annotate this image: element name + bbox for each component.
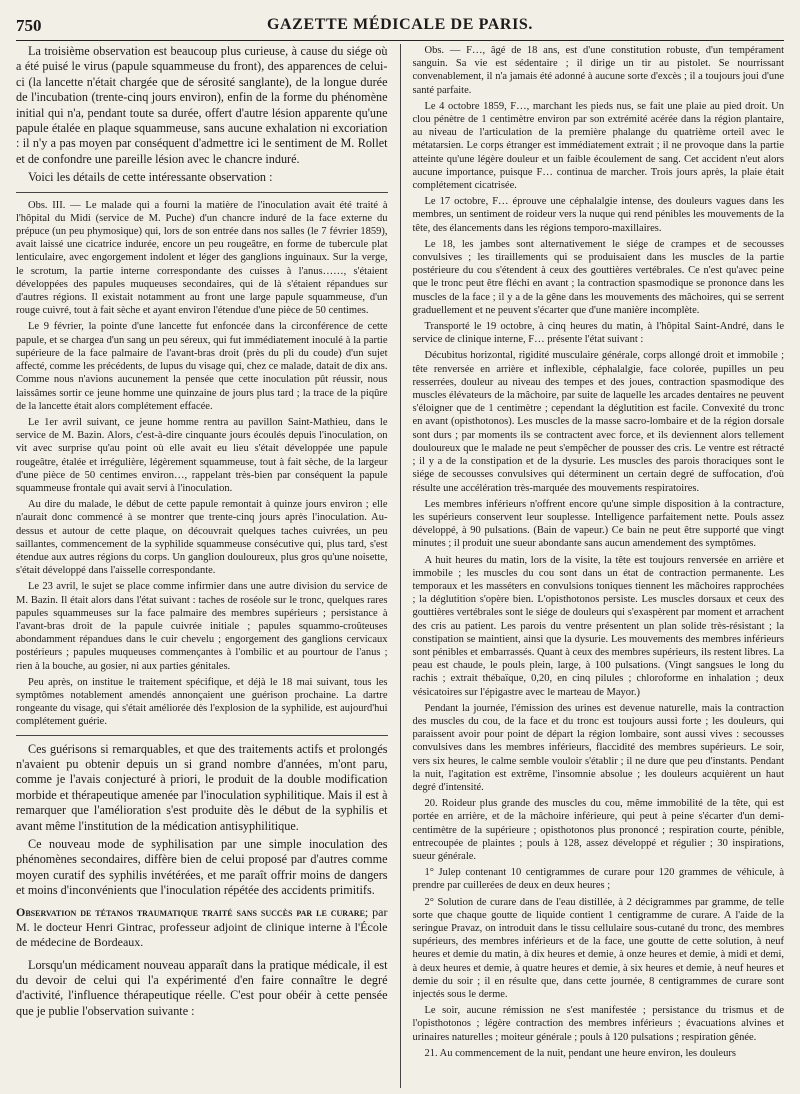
- paragraph: Le 17 octobre, F… éprouve une céphalalgie intense, des douleurs vagues dans les membres, un sentiment de roideur vers la nuque qui rend pénibles les mouvements de la tête, des élancements dans les régions temporo-maxillaires.: [412, 196, 784, 234]
- column-rule: [400, 44, 401, 1088]
- page-number: 750: [16, 16, 42, 35]
- paragraph: Décubitus horizontal, rigidité musculaire générale, corps allongé droit et immobile ; tête renversée en arrière et inflexible, céphalalgie, face colorée, pupilles un peu resserrées, douleur au niveau des tempes et des joues, contraction spasmodique des muscles élévateurs de la mâchoire, par suite de laquelle les arcades dentaires ne peuvent s'éloigner que de 1 centimètre ; cependant la déglutition est facile. Convexité du tronc en avant (opisthotonos). Les muscles de la masse sacro-lombaire et de la région dorsale sont durs ; par moments ils se contractent avec force, et ils deviennent alors tellement douloureux que le malade ne peut s'empêcher de pousser des cris. Le ventre est rétracté ; il y a de la constipation et de la dysurie. Les muscles des parois thoraciques sont le siége de secousses convulsives qui déterminent un certain degré de suffocation, d'où résulte une accélération très-marquée des mouvements respiratoires.: [412, 350, 784, 494]
- paragraph: Le 1er avril suivant, ce jeune homme rentra au pavillon Saint-Mathieu, dans le service de M. Bazin. Alors, c'est-à-dire cinquante jours écoulés depuis l'inoculation, on vit avec surprise qu'au point où elle avait eu lieu s'était développée une papule rougeâtre, étalée et irrégulière, légèrement squammeuse, tout à fait sèche, de la largeur d'une pièce de 50 centimes environ…, rappelant très-bien par conséquent la papule squammeuse frontale qui avait servi à l'inoculation.: [16, 416, 388, 494]
- right-column: [413, 44, 785, 1088]
- paragraph: Le 18, les jambes sont alternativement le siége de crampes et de secousses convulsives ; les tiraillements qui se produisaient dans les muscles de la partie postérieure du cou s'étendent à ceux des gouttières vertébrales. Ce n'est qu'avec peine que le tronc peut être fléchi en avant ; la contraction spasmodique se prononce dans les muscles de la face ; il y a de la gêne dans les mouvements des mâchoires, qui se serrent graduellement et ne peuvent s'écarter que d'une manière incomplète.: [412, 238, 784, 316]
- article-title: [16, 905, 388, 950]
- paragraph: Le 9 février, la pointe d'une lancette fut enfoncée dans la circonférence de cette papule, et se chargea d'un sang un peu séreux, qui fut immédiatement inoculé à la partie supérieure de la face palmaire de l'avant-bras droit (près du pli du coude) d'un sujet affecté, comme les précédents, de lupus du visage qui, chez ce malade, datait de dix ans. Comme nous n'avions aucunement la pensée que cette inoculation pût réussir, nous laissâmes sortir ce jeune homme une quinzaine de jours plus tard ; la trace de la piqûre de la lancette était alors complétement effacée.: [16, 321, 388, 412]
- paragraph: A huit heures du matin, lors de la visite, la tête est toujours renversée en arrière et immobile ; les muscles du cou sont dans un état de contraction permanente. Les temporaux et les masséters en convulsions toniques tiennent les mâchoires rapprochées ; la déglutition s'opère bien. L'opisthotonos persiste. Les muscles dorsaux et ceux des gouttières vertébrales sont le siége de douleurs qui s'exaspèrent par moment et arrachent des cris au patient. Les parois du ventre présentent un plan solide très-résistant ; la constipation se maintient, ainsi que la dysurie. Les mouvements des membres inférieurs sont pénibles et embarrassés. Quant à ceux des membres supérieurs, ils restent libres. La peau est chaude, le pouls plein, large, à 100 pulsations. (Vingt sangsues le long du rachis ; extrait thébaïque, 0,20, en cinq pilules ; chloroforme en inhalation ; deux vésicatoires sur l'épigastre avec le marteau de Mayor.): [412, 554, 784, 698]
- paragraph: Obs. III. — Le malade qui a fourni la matière de l'inoculation avait été traité à l'hôpital du Midi (service de M. Puche) d'un chancre induré de la face externe du prépuce (un peu phymosique) qui, lors de son entrée dans nos salles (le 7 février 1859), avait laissé une cicatrice indurée, encore un peu rougeâtre, en forme de tubercule plat lenticulaire, avec engorgement indolent et léger des ganglions inguinaux. Sur la verge, le scrotum, la partie interne correspondante des cuisses à l'anus……, s'étaient développées des papules muqueuses secondaires, qui de là s'étaient répandues sur d'autres régions. Il existait notamment au front une large papule squammeuse, d'un rouge cuivré, tout à fait sèche et ayant environ l'étendue d'une pièce de 50 centimes.: [16, 199, 388, 317]
- paragraph: Le 4 octobre 1859, F…, marchant les pieds nus, se fait une plaie au pied droit. Un clou pénètre de 1 centimètre environ par son extrémité acérée dans la région plantaire, au niveau de l'articulation de la première phalange du quatrième orteil avec le métatarsien. Le corps étranger est immédiatement extrait ; il ne provoque dans la partie atteinte qu'une légère douleur et un faible écoulement de sang. Cet accident n'eut alors aucune importance, puisque F… continua de marcher. Trois jours après, la plaie était complétement cicatrisée.: [412, 100, 784, 192]
- paragraph: Ce nouveau mode de syphilisation par une simple inoculation des phénomènes secondaires, diffère bien de celui proposé par d'autres comme moyen curatif des syphilis invétérées, et me paraît offrir moins de dangers et moins d'inconvénients que l'inoculation répétée des accidents primitifs.: [16, 837, 388, 898]
- paragraph: Obs. — F…, âgé de 18 ans, est d'une constitution robuste, d'un tempérament sanguin. Sa vie est sédentaire ; il dirige un tir au pistolet. Se nourrissant convenablement, il n'a jamais été adonné à aucune sorte d'excès ; il a toujours joui d'une santé parfaite.: [412, 45, 784, 96]
- divider: [16, 192, 388, 193]
- paragraph: Lorsqu'un médicament nouveau apparaît dans la pratique médicale, il est du devoir de celui qui l'a expérimenté d'en faire connaître le degré d'activité, l'influence thérapeutique réelle. C'est pour obéir à cette pensée que je publie l'observation suivante :: [16, 957, 388, 1018]
- article-title-caps: Observation de tétanos traumatique traité sans succès par le curare: [16, 904, 365, 919]
- paragraph: Voici les détails de cette intéressante observation :: [28, 170, 273, 185]
- paragraph: La troisième observation est beaucoup plus curieuse, à cause du siége où a été puisé le virus (papule squammeuse du front), des apparences de celui-ci (la lancette n'était chargée que de sérosité sanglante), de la longue durée de l'incubation (trente-cinq jours environ), enfin de la forme du phénomène initial qui n'a, pendant toute sa durée, offert d'autre lésion apparente qu'une papule étalée en plaque squammeuse, sans aucune exhalation ni excoriation : il n'y a pas moyen par conséquent d'admettre ici le sentiment de M. Rollet et de confondre une pareille lésion avec le chancre induré.: [16, 44, 388, 166]
- paragraph: Peu après, on institue le traitement spécifique, et déjà le 18 mai suivant, tous les symptômes notablement amendés annonçaient une guérison prochaine. La dartre rongeante du visage, qui s'était améliorée dès l'explosion de la syphilide, est aujourd'hui complétement guérie.: [16, 676, 388, 728]
- paragraph: Le 23 avril, le sujet se place comme infirmier dans une autre division du service de M. Bazin. Il était alors dans l'état suivant : taches de roséole sur le tronc, quelques rares papules squammeuses sur la face palmaire des membres supérieurs ; persistance à l'avant-bras droit de la papule cuivrée initiale ; papules squammo-croûteuses abondamment répandues dans le cuir chevelu ; engorgement des ganglions cervicaux postérieurs ; papules muqueuses commençantes à l'ombilic et au pourtour de l'anus ; rien à la bouche, au gosier, ni aux parties génitales.: [16, 581, 388, 672]
- paragraph: 2° Solution de curare dans de l'eau distillée, à 2 décigrammes par gramme, de telle sorte que chaque goutte de liquide contient 1 centigramme de curare. A l'aide de la seringue Pravaz, on introduit dans le tissu cellulaire sous-cutané du tronc, des membres supérieurs, des membres inférieurs et de la face, une goutte de cette solution, à neuf heures et demie du matin, à dix heures et demie, à onze heures et demie, à midi et demi, à deux heures et demie, à quatre heures et demie, à six heures et demie, à neuf heures et demie du soir ; il en résulte que, dans cette journée, 8 centigrammes de curare sont injectés sous le derme.: [412, 896, 784, 1001]
- paragraph: 1° Julep contenant 10 centigrammes de curare pour 120 grammes de véhicule, à prendre par cuillerées de deux en deux heures ;: [412, 867, 784, 892]
- page-header: [16, 14, 784, 41]
- text-columns: [16, 44, 784, 1088]
- paragraph: Transporté le 19 octobre, à cinq heures du matin, à l'hôpital Saint-André, dans le service de clinique interne, F… présente l'état suivant :: [412, 321, 784, 346]
- paragraph: Pendant la journée, l'émission des urines est devenue naturelle, mais la contraction des muscles du cou, de la face et du tronc est toujours aussi forte ; les douleurs, qui paraissent avoir pour point de départ la région lombaire, sont aussi vives : secousses convulsives dans les membres inférieurs, flaccidité des membres supérieurs. Le soir, vers six heures, le calme semble vouloir s'établir ; il ne dure que peu d'instants. Pendant la nuit, l'agitation est extrême, l'insomnie absolue ; les douleurs acquièrent un haut degré d'intensité.: [412, 702, 784, 793]
- left-column: [16, 44, 388, 1088]
- journal-title: GAZETTE MÉDICALE DE PARIS.: [266, 16, 533, 33]
- paragraph: Les membres inférieurs n'offrent encore qu'une simple disposition à la contracture, les supérieurs conservent leur souplesse. Intelligence parfaitement nette. Pouls assez développé, à 90 pulsations. (Bain de vapeur.) Ce bain ne peut être supporté que vingt minutes ; il produit une sueur abondante sans aucun amendement des symptômes.: [412, 498, 784, 550]
- paragraph: Ces guérisons si remarquables, et que des traitements actifs et prolongés n'avaient pu obtenir depuis un si grand nombre d'années, m'ont paru, comme je l'avais conjecturé à priori, le produit de la double modification morbide et thérapeutique amenée par l'inoculation syphilitique. Mais il est à remarquer que l'amélioration s'est produite dès le début de la syphilis et avant même l'institution de la médication antisyphilitique.: [16, 741, 388, 833]
- paragraph: 20. Roideur plus grande des muscles du cou, même immobilité de la tête, qui est portée en arrière, et de la mâchoire inférieure, qui peut à peine s'écarter d'un demi-centimètre de la supérieure ; opisthotonos plus prononcé ; respiration courte, pénible, entrecoupée de plaintes ; pouls à 128, assez développé et régulier ; 30 inspirations, sueur générale.: [412, 798, 784, 862]
- paragraph: Le soir, aucune rémission ne s'est manifestée ; persistance du trismus et de l'opisthotonos ; légère contraction des membres inférieurs ; évacuations alvines et urinaires naturelles ; moiteur générale ; pouls à 120 pulsations ; respiration gênée.: [412, 1005, 784, 1043]
- paragraph: Au dire du malade, le début de cette papule remontait à quinze jours environ ; elle n'aurait donc commencé à se montrer que trente-cinq jours après l'inoculation. Au-dessus et autour de cette plaque, on découvrait quelques taches cuivrées, un peu saillantes, commencement de la syphilide squammeuse consécutive qui, plus tard, s'est étendue aux autres régions du corps. Un ganglion douloureux, plus gros qu'une noisette, s'était développé dans l'aisselle correspondante.: [16, 499, 388, 577]
- divider: [16, 735, 388, 736]
- article-title-author: ; par M. le docteur Henri Gintrac, professeur adjoint de clinique interne à l'École de médecine de Bordeaux.: [16, 904, 388, 949]
- paragraph: 21. Au commencement de la nuit, pendant une heure environ, les douleurs: [424, 1047, 736, 1059]
